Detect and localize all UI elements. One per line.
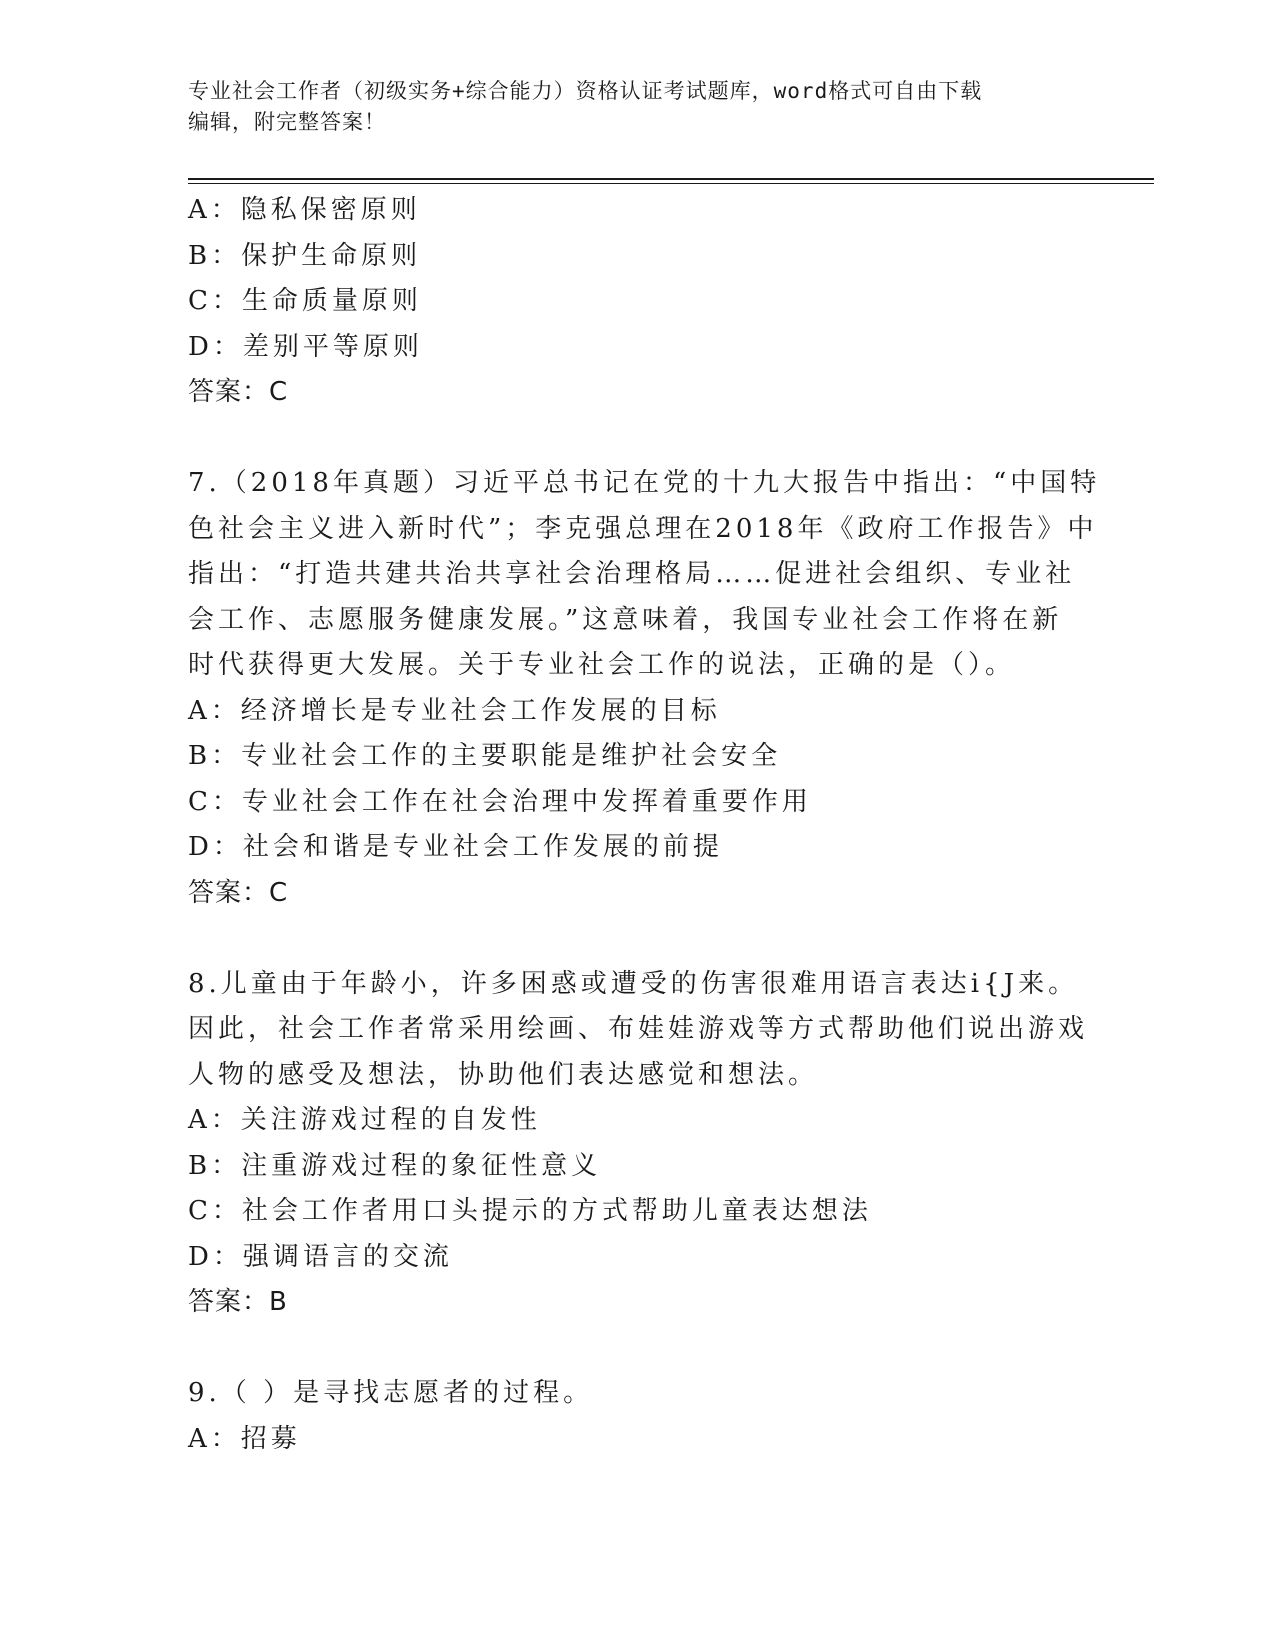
question-block-7 — [188, 461, 1101, 916]
header-rule-thin — [188, 183, 1154, 184]
header-line-2: 编辑，附完整答案！ — [188, 110, 386, 134]
answer-line: 答案：B — [188, 1287, 288, 1317]
question-text-line: 指出：“打造共建共治共享社会治理格局……促进社会组织、专业社 — [188, 559, 1076, 589]
block-spacer — [188, 416, 1088, 462]
option-a: A：隐私保密原则 — [188, 195, 421, 225]
question-block-9 — [188, 1371, 1088, 1462]
question-content — [188, 188, 1101, 1462]
option-a: A：招募 — [188, 1423, 301, 1454]
header-line-1: 专业社会工作者（初级实务+综合能力）资格认证考试题库，word格式可自由下载 — [188, 79, 983, 103]
answer-line: 答案：C — [188, 877, 289, 908]
question-text-line: 因此，社会工作者常采用绘画、布娃娃游戏等方式帮助他们说出游戏 — [188, 1014, 1089, 1044]
question-text-line: 人物的感受及想法，协助他们表达感觉和想法。 — [188, 1059, 819, 1090]
option-c: C：社会工作者用口头提示的方式帮助儿童表达想法 — [188, 1196, 872, 1226]
option-c: C：生命质量原则 — [188, 286, 422, 316]
option-d: D：社会和谐是专业社会工作发展的前提 — [188, 832, 723, 862]
option-c: C：专业社会工作在社会治理中发挥着重要作用 — [188, 786, 812, 817]
option-b: B：注重游戏过程的象征性意义 — [188, 1150, 602, 1181]
option-a: A：经济增长是专业社会工作发展的目标 — [188, 695, 721, 726]
question-text-line: 9.（ ）是寻找志愿者的过程。 — [188, 1378, 594, 1408]
header-rule-thick — [188, 178, 1154, 180]
question-text-line: 色社会主义进入新时代”；李克强总理在2018年《政府工作报告》中 — [188, 513, 1098, 544]
page-header — [188, 76, 1088, 138]
option-b: B：专业社会工作的主要职能是维护社会安全 — [188, 741, 782, 771]
question-block-8 — [188, 962, 1088, 1326]
question-text-line: 7.（2018年真题）习近平总书记在党的十九大报告中指出：“中国特 — [188, 468, 1101, 498]
option-d: D：强调语言的交流 — [188, 1241, 453, 1272]
option-b: B：保护生命原则 — [188, 240, 422, 271]
answer-line: 答案：C — [188, 377, 289, 407]
option-d: D：差别平等原则 — [188, 331, 423, 362]
block-spacer — [188, 916, 1088, 962]
option-a: A：关注游戏过程的自发性 — [188, 1105, 541, 1135]
question-text-line: 会工作、志愿服务健康发展。”这意味着，我国专业社会工作将在新 — [188, 604, 1063, 635]
question-text-line: 8.儿童由于年龄小，许多困惑或遭受的伤害很难用语言表达i{J来。 — [188, 968, 1079, 999]
question-block-6 — [188, 188, 1088, 416]
question-text-line: 时代获得更大发展。关于专业社会工作的说法，正确的是（）。 — [188, 650, 1016, 680]
block-spacer — [188, 1326, 1088, 1372]
